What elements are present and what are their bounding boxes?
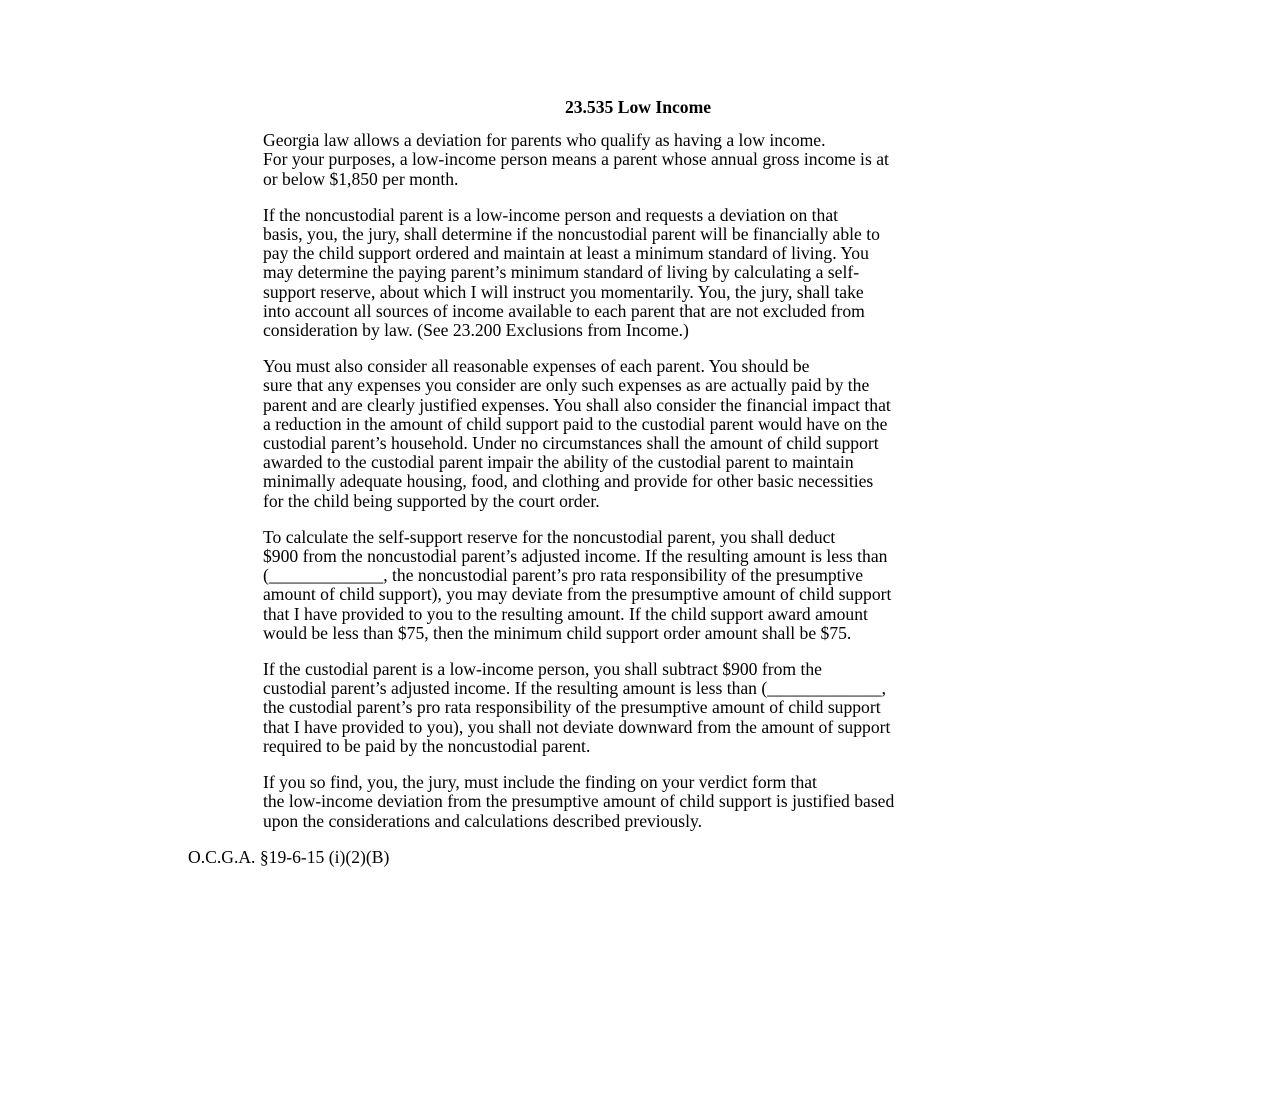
- document-body: [188, 98, 1088, 867]
- paragraph-line: $900 from the noncustodial parent’s adjusted income. If the resulting amount is less than: [263, 546, 888, 567]
- paragraph-line: the low-income deviation from the presumptive amount of child support is justified based: [263, 791, 895, 812]
- paragraph-line: custodial parent’s household. Under no circumstances shall the amount of child support: [263, 433, 879, 454]
- paragraph-line: upon the considerations and calculations described previously.: [263, 810, 703, 831]
- paragraph-low-income-definition: [188, 131, 1088, 189]
- paragraph-line: custodial parent’s adjusted income. If the resulting amount is less than (_____________,: [263, 678, 886, 699]
- paragraph-line: consideration by law. (See 23.200 Exclusions from Income.): [263, 320, 689, 341]
- paragraph-line: or below $1,850 per month.: [263, 168, 459, 189]
- paragraph-line: Georgia law allows a deviation for parents who qualify as having a low income.: [263, 130, 826, 151]
- paragraph-line: for the child being supported by the court order.: [263, 490, 600, 511]
- paragraph-line: awarded to the custodial parent impair the ability of the custodial parent to maintain: [263, 452, 854, 473]
- paragraph-line: If you so find, you, the jury, must include the finding on your verdict form that: [263, 772, 817, 793]
- paragraph-line: amount of child support), you may deviate from the presumptive amount of child support: [263, 584, 892, 605]
- paragraph-line: that I have provided to you), you shall not deviate downward from the amount of support: [263, 716, 891, 737]
- paragraph-line: If the noncustodial parent is a low-income person and requests a deviation on that: [263, 204, 839, 225]
- paragraph-line: the custodial parent’s pro rata responsibility of the presumptive amount of child support: [263, 697, 881, 718]
- paragraph-line: For your purposes, a low-income person means a parent whose annual gross income is at: [263, 149, 889, 170]
- statute-citation: O.C.G.A. §19-6-15 (i)(2)(B): [188, 846, 390, 867]
- paragraph-custodial-low-income: [188, 660, 1088, 756]
- paragraph-line: that I have provided to you to the resulting amount. If the child support award amount: [263, 603, 868, 624]
- paragraph-line: basis, you, the jury, shall determine if the noncustodial parent will be financially able to: [263, 224, 880, 245]
- paragraph-line: required to be paid by the noncustodial parent.: [263, 735, 591, 756]
- paragraph-noncustodial-deviation: [188, 206, 1088, 340]
- paragraph-reasonable-expenses: [188, 357, 1088, 511]
- paragraph-line: a reduction in the amount of child support paid to the custodial parent would have on the: [263, 413, 888, 434]
- paragraph-line: into account all sources of income available to each parent that are not excluded from: [263, 300, 865, 321]
- paragraph-line: sure that any expenses you consider are only such expenses as are actually paid by the: [263, 375, 870, 396]
- document-title: 23.535 Low Income: [564, 97, 712, 117]
- paragraph-line: You must also consider all reasonable expenses of each parent. You should be: [263, 356, 810, 377]
- paragraph-line: pay the child support ordered and maintain at least a minimum standard of living. You: [263, 243, 869, 264]
- paragraph-verdict-finding: [188, 773, 1088, 831]
- paragraph-line: If the custodial parent is a low-income person, you shall subtract $900 from the: [263, 659, 822, 680]
- paragraph-line: To calculate the self-support reserve for the noncustodial parent, you shall deduct: [263, 526, 836, 547]
- paragraph-self-support-reserve: [188, 528, 1088, 643]
- paragraph-line: minimally adequate housing, food, and clothing and provide for other basic necessities: [263, 471, 874, 492]
- paragraph-line: (_____________, the noncustodial parent’s pro rata responsibility of the presumptive: [263, 565, 864, 586]
- paragraph-line: may determine the paying parent’s minimum standard of living by calculating a self-: [263, 262, 860, 283]
- paragraph-line: parent and are clearly justified expenses. You shall also consider the financial impact that: [263, 394, 891, 415]
- paragraph-line: would be less than $75, then the minimum child support order amount shall be $75.: [263, 622, 852, 643]
- paragraph-line: support reserve, about which I will instruct you momentarily. You, the jury, shall take: [263, 281, 864, 302]
